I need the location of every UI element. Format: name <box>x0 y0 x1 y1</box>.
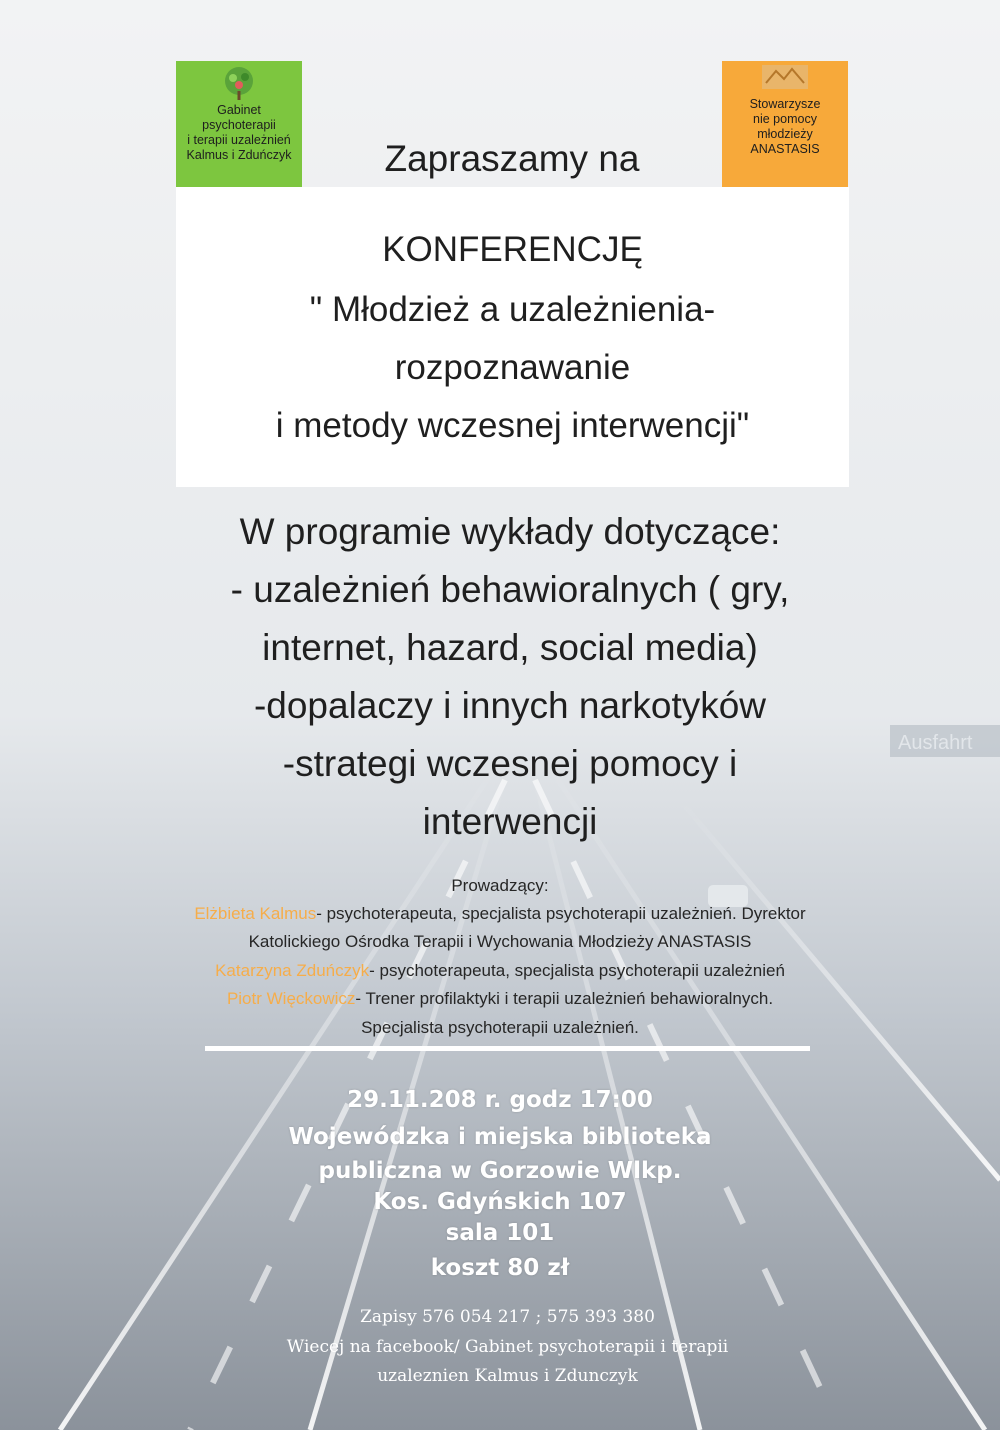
conference-title-line-3: i metody wczesnej interwencji" <box>275 406 750 445</box>
lecturer-2 <box>60 961 940 981</box>
lecturer-1 <box>60 904 940 924</box>
registration-phones: Zapisy 576 054 217 ; 575 393 380 <box>360 1307 655 1327</box>
event-room: sala 101 <box>445 1220 555 1246</box>
event-address: Kos. Gdyńskich 107 <box>373 1189 627 1215</box>
tree-icon <box>221 65 257 101</box>
facebook-info-line-1: Wiecej na facebook/ Gabinet psychoterapii i terapii <box>286 1337 729 1357</box>
event-cost: koszt 80 zł <box>430 1255 570 1281</box>
event-date-time: 29.11.208 r. godz 17:00 <box>347 1087 653 1113</box>
lecturer-3 <box>60 989 940 1009</box>
anastasis-logo-icon <box>762 65 808 89</box>
lecturer-1-description: - psychoterapeuta, specjalista psychoterapii uzależnień. Dyrektor <box>316 904 806 923</box>
gabinet-logo-line-3: i terapii uzależnień <box>187 133 291 147</box>
lecturer-1-description-cont: Katolickiego Ośrodka Terapii i Wychowania Młodzieży ANASTASIS <box>248 932 752 951</box>
anastasis-logo-line-4: ANASTASIS <box>750 142 820 156</box>
program-item-2: -dopalaczy i innych narkotyków <box>253 685 767 726</box>
facebook-info-line-2: uzaleznien Kalmus i Zdunczyk <box>377 1366 638 1386</box>
program-item-1-cont: internet, hazard, social media) <box>262 627 758 668</box>
anastasis-logo <box>722 61 848 187</box>
gabinet-logo <box>176 61 302 187</box>
conference-label: KONFERENCJĘ <box>382 230 643 269</box>
invite-heading: Zapraszamy na <box>384 138 640 179</box>
road-sign-text: Ausfahrt <box>898 732 973 754</box>
event-venue-line-1: Wojewódzka i miejska biblioteka <box>288 1124 712 1150</box>
divider <box>205 1046 810 1051</box>
anastasis-logo-line-2: nie pomocy <box>753 112 817 126</box>
lecturer-3-description: - Trener profilaktyki i terapii uzależnień behawioralnych. <box>355 989 774 1008</box>
program-heading: W programie wykłady dotyczące: <box>239 511 781 552</box>
lecturer-1-name: Elżbieta Kalmus <box>194 904 317 923</box>
anastasis-logo-line-3: młodzieży <box>757 127 813 141</box>
lecturer-3-name: Piotr Więckowicz <box>226 989 356 1008</box>
lecturer-3-description-cont: Specjalista psychoterapii uzależnień. <box>361 1018 639 1037</box>
conference-title-line-2: rozpoznawanie <box>394 348 631 387</box>
conference-title-line-1: " Młodzież a uzależnienia- <box>309 290 716 329</box>
program-item-3: -strategi wczesnej pomocy i <box>282 743 738 784</box>
event-venue-line-2: publiczna w Gorzowie Wlkp. <box>318 1158 682 1184</box>
lecturer-2-description: - psychoterapeuta, specjalista psychoterapii uzależnień <box>369 961 785 980</box>
gabinet-logo-line-1: Gabinet <box>217 103 261 117</box>
lecturers-heading: Prowadzący: <box>451 876 549 895</box>
anastasis-logo-line-1: Stowarzysze <box>749 97 821 111</box>
program-item-3-cont: interwencji <box>422 801 598 842</box>
lecturer-2-name: Katarzyna Zduńczyk <box>215 961 370 980</box>
program-item-1: - uzależnień behawioralnych ( gry, <box>230 569 790 610</box>
gabinet-logo-line-4: Kalmus i Zduńczyk <box>186 148 292 162</box>
gabinet-logo-line-2: psychoterapii <box>202 118 276 132</box>
